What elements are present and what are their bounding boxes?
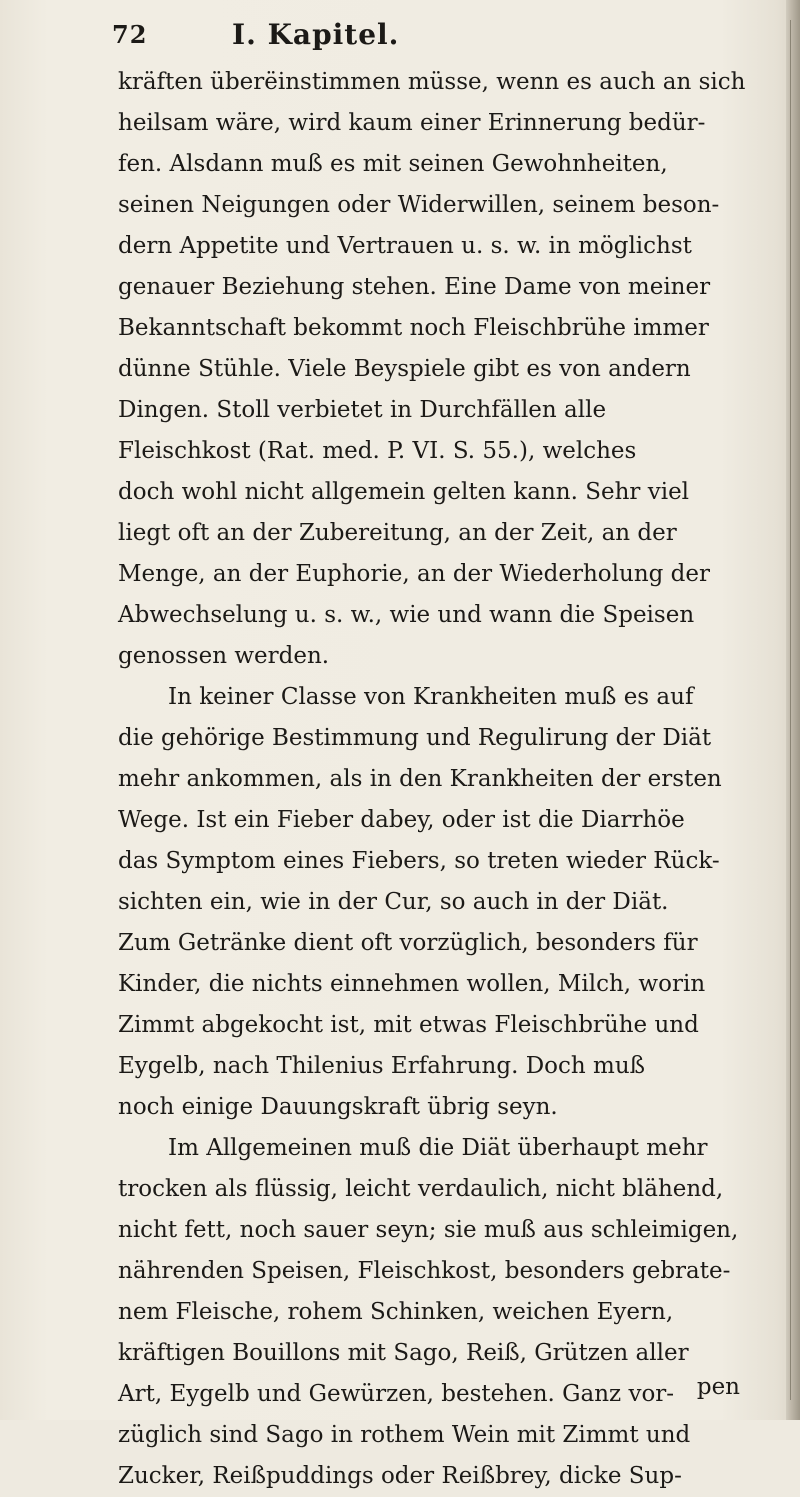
text-line: genauer Beziehung stehen. Eine Dame von meiner xyxy=(118,274,711,300)
text-line: noch einige Dauungskraft übrig seyn. xyxy=(118,1094,558,1120)
text-line: Zimmt abgekocht ist, mit etwas Fleischbrühe und xyxy=(118,1012,699,1038)
text-line: dern Appetite und Vertrauen u. s. w. in möglichst xyxy=(118,233,692,259)
text-line: trocken als flüssig, leicht verdaulich, nicht blähend, xyxy=(118,1176,724,1202)
text-line: kräftigen Bouillons mit Sago, Reiß, Grützen aller xyxy=(118,1340,689,1366)
text-line: züglich sind Sago in rothem Wein mit Zimmt und xyxy=(118,1422,691,1448)
text-line: heilsam wäre, wird kaum einer Erinnerung bedür- xyxy=(118,110,706,136)
paragraph-start-line: Im Allgemeinen muß die Diät überhaupt mehr xyxy=(168,1135,708,1161)
text-line: nem Fleische, rohem Schinken, weichen Eyern, xyxy=(118,1299,674,1325)
text-line: Dingen. Stoll verbietet in Durchfällen alle xyxy=(118,397,607,423)
text-line: mehr ankommen, als in den Krankheiten der ersten xyxy=(118,766,722,792)
text-line: Zucker, Reißpuddings oder Reißbrey, dicke Sup- xyxy=(118,1463,682,1489)
text-line: seinen Neigungen oder Widerwillen, seinem beson- xyxy=(118,192,720,218)
text-line: Fleischkost (Rat. med. P. VI. S. 55.), welches xyxy=(118,438,637,464)
text-line: fen. Alsdann muß es mit seinen Gewohnheiten, xyxy=(118,151,668,177)
text-line: nicht fett, noch sauer seyn; sie muß aus schleimigen, xyxy=(118,1217,739,1243)
text-line: Wege. Ist ein Fieber dabey, oder ist die Diarrhöe xyxy=(118,807,685,833)
paragraph-start-line: In keiner Classe von Krankheiten muß es auf xyxy=(168,684,694,710)
page-edge xyxy=(786,0,800,1420)
catchword: pen xyxy=(696,1374,740,1400)
text-line: die gehörige Bestimmung und Regulirung der Diät xyxy=(118,725,712,751)
chapter-title: I. Kapitel. xyxy=(232,18,400,51)
text-line: Abwechselung u. s. w., wie und wann die Speisen xyxy=(118,602,695,628)
text-line: liegt oft an der Zubereitung, an der Zeit, an der xyxy=(118,520,677,546)
text-line: das Symptom eines Fiebers, so treten wieder Rück- xyxy=(118,848,720,874)
page-header xyxy=(112,18,672,54)
text-line: Art, Eygelb und Gewürzen, bestehen. Ganz vor- xyxy=(118,1381,675,1407)
text-line: Kinder, die nichts einnehmen wollen, Milch, worin xyxy=(118,971,706,997)
text-line: doch wohl nicht allgemein gelten kann. Sehr viel xyxy=(118,479,690,505)
text-line: nährenden Speisen, Fleischkost, besonders gebrate- xyxy=(118,1258,731,1284)
text-line: sichten ein, wie in der Cur, so auch in der Diät. xyxy=(118,889,669,915)
body-text xyxy=(118,62,768,1497)
page-number: 72 xyxy=(112,20,148,49)
text-line: genossen werden. xyxy=(118,643,330,669)
text-line: Menge, an der Euphorie, an der Wiederholung der xyxy=(118,561,710,587)
text-line: kräften überëinstimmen müsse, wenn es auch an sich xyxy=(118,69,746,95)
text-line: dünne Stühle. Viele Beyspiele gibt es von andern xyxy=(118,356,691,382)
text-line: Bekanntschaft bekommt noch Fleischbrühe immer xyxy=(118,315,709,341)
text-line: Eygelb, nach Thilenius Erfahrung. Doch muß xyxy=(118,1053,645,1079)
text-line: Zum Getränke dient oft vorzüglich, besonders für xyxy=(118,930,698,956)
